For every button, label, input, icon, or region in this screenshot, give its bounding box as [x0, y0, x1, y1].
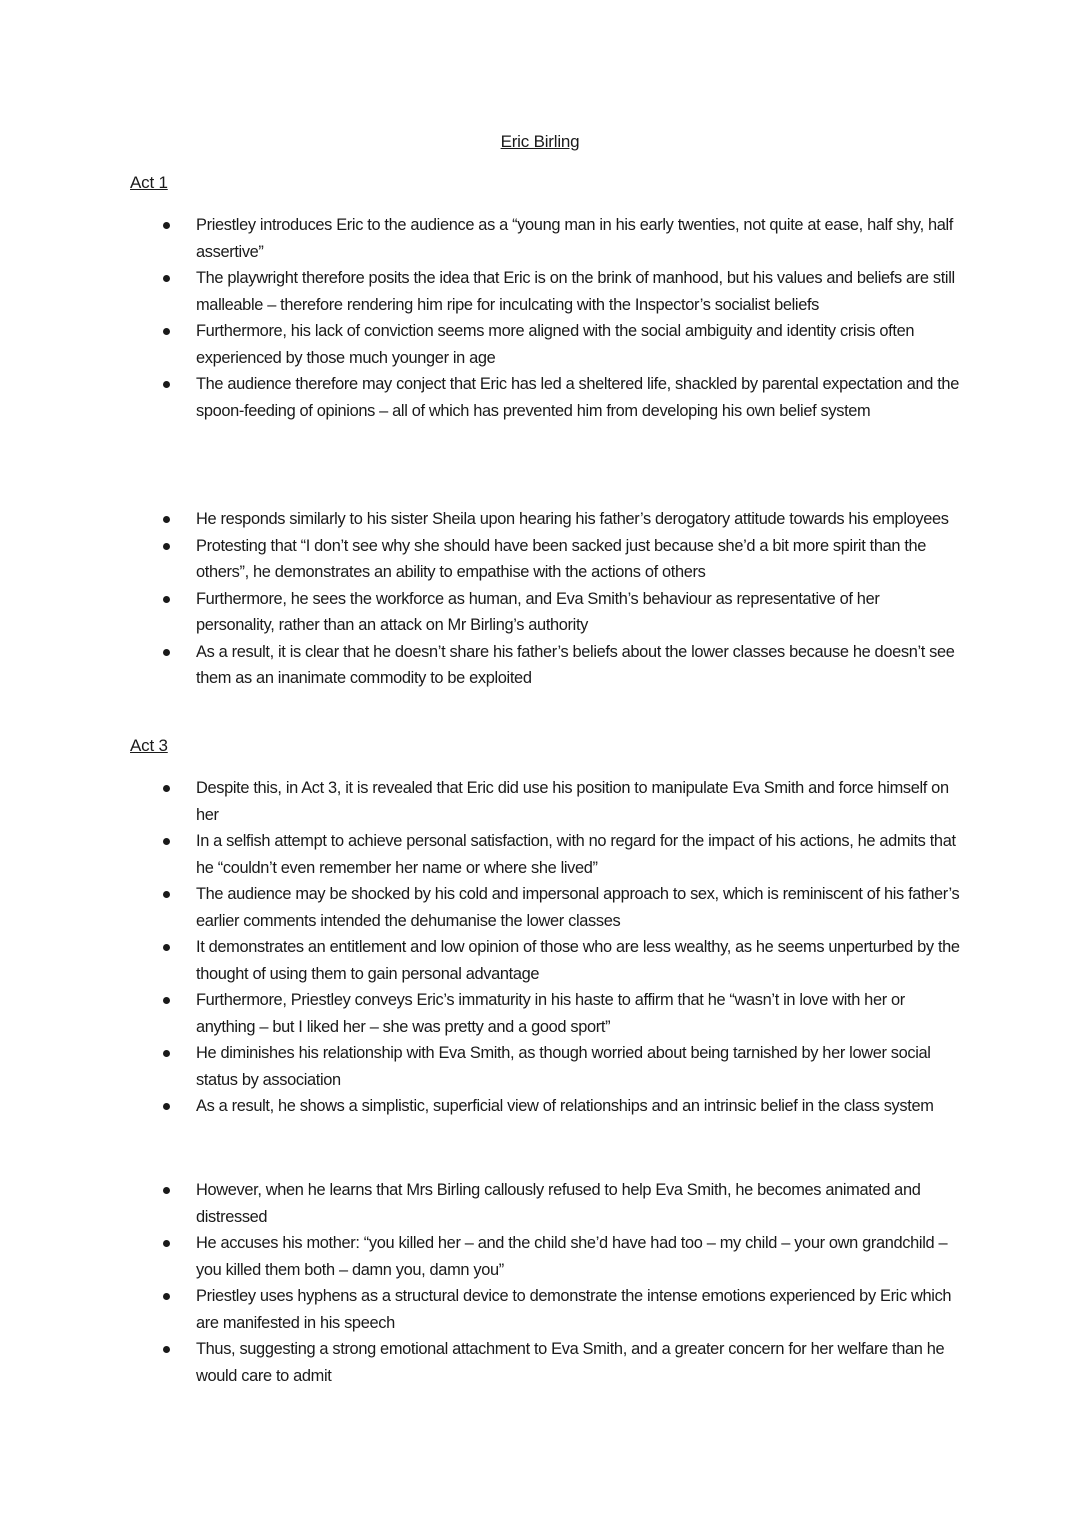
section-heading-act-3: Act 3 — [130, 736, 168, 755]
bullet-item — [130, 1177, 960, 1230]
bullet-item — [130, 934, 960, 987]
bullet-text: The audience may be shocked by his cold and impersonal approach to sex, which is reminiscent of his father’s earlier comments intended the dehumanise the lower classes — [196, 885, 960, 930]
bullet-icon — [163, 1103, 170, 1110]
bullet-icon — [163, 1187, 170, 1194]
document-title: Eric Birling — [500, 132, 580, 151]
bullet-icon — [163, 997, 170, 1004]
bullet-list-act-3-group-2 — [130, 1177, 960, 1389]
bullet-text: Despite this, in Act 3, it is revealed that Eric did use his position to manipulate Eva Smith and force himself on her — [196, 779, 949, 824]
bullet-item — [130, 828, 960, 881]
bullet-icon — [163, 381, 170, 388]
bullet-icon — [163, 222, 170, 229]
bullet-icon — [163, 1293, 170, 1300]
bullet-item — [130, 1336, 960, 1389]
bullet-text: He responds similarly to his sister Sheila upon hearing his father’s derogatory attitude towards his employees — [196, 510, 949, 528]
bullet-icon — [163, 891, 170, 898]
bullet-text: As a result, he shows a simplistic, superficial view of relationships and an intrinsic belief in the class system — [196, 1097, 934, 1115]
bullet-icon — [163, 543, 170, 550]
section-heading-act-1: Act 1 — [130, 173, 168, 192]
bullet-text: As a result, it is clear that he doesn’t share his father’s beliefs about the lower classes because he doesn’t see them as an inanimate commodity to be exploited — [196, 642, 955, 687]
bullet-text: He diminishes his relationship with Eva Smith, as though worried about being tarnished by her lower social status by association — [196, 1044, 931, 1089]
bullet-icon — [163, 838, 170, 845]
bullet-icon — [163, 785, 170, 792]
bullet-text: However, when he learns that Mrs Birling callously refused to help Eva Smith, he becomes animated and distressed — [196, 1181, 921, 1226]
bullet-item — [130, 775, 960, 828]
bullet-text: Furthermore, his lack of conviction seems more aligned with the social ambiguity and identity crisis often experienced by those much younger in age — [196, 322, 915, 367]
bullet-list-act-1-group-2 — [130, 506, 960, 692]
bullet-item — [130, 1040, 960, 1093]
bullet-icon — [163, 944, 170, 951]
bullet-item — [130, 586, 960, 639]
bullet-text: The audience therefore may conject that Eric has led a sheltered life, shackled by parental expectation and the spoon-feeding of opinions – all of which has prevented him from developing his own belief system — [196, 375, 959, 420]
bullet-item — [130, 533, 960, 586]
bullet-item — [130, 506, 960, 533]
bullet-item — [130, 212, 960, 265]
bullet-item — [130, 1093, 960, 1120]
bullet-icon — [163, 516, 170, 523]
bullet-item — [130, 371, 960, 424]
bullet-text: The playwright therefore posits the idea that Eric is on the brink of manhood, but his values and beliefs are still malleable – therefore rendering him ripe for inculcating with the Inspector’s socialist beliefs — [196, 269, 955, 314]
bullet-text: Protesting that “I don’t see why she should have been sacked just because she’d a bit more spirit than the others”, he demonstrates an ability to empathise with the actions of others — [196, 536, 927, 581]
bullet-text: Furthermore, he sees the workforce as human, and Eva Smith’s behaviour as representative of her personality, rather than an attack on Mr Birling’s authority — [196, 589, 880, 634]
bullet-item — [130, 987, 960, 1040]
bullet-icon — [163, 1346, 170, 1353]
bullet-text: He accuses his mother: “you killed her – and the child she’d have had too – my child – your own grandchild – you killed them both – damn you, damn you” — [196, 1234, 948, 1279]
bullet-text: Furthermore, Priestley conveys Eric’s immaturity in his haste to affirm that he “wasn’t in love with her or anything – but I liked her – she was pretty and a good sport” — [196, 991, 905, 1036]
bullet-text: Thus, suggesting a strong emotional attachment to Eva Smith, and a greater concern for her welfare than he would care to admit — [196, 1340, 945, 1385]
bullet-item — [130, 639, 960, 692]
bullet-icon — [163, 596, 170, 603]
bullet-icon — [163, 1050, 170, 1057]
bullet-item — [130, 1230, 960, 1283]
bullet-text: Priestley uses hyphens as a structural device to demonstrate the intense emotions experienced by Eric which are manifested in his speech — [196, 1287, 952, 1332]
bullet-icon — [163, 1240, 170, 1247]
bullet-item — [130, 318, 960, 371]
bullet-item — [130, 881, 960, 934]
bullet-item — [130, 1283, 960, 1336]
bullet-text: It demonstrates an entitlement and low opinion of those who are less wealthy, as he seems unperturbed by the thought of using them to gain personal advantage — [196, 938, 960, 983]
bullet-icon — [163, 275, 170, 282]
bullet-icon — [163, 649, 170, 656]
bullet-list-act-1-group-1 — [130, 212, 960, 424]
bullet-icon — [163, 328, 170, 335]
bullet-text: Priestley introduces Eric to the audience as a “young man in his early twenties, not quite at ease, half shy, half assertive” — [196, 216, 953, 261]
bullet-item — [130, 265, 960, 318]
bullet-list-act-3-group-1 — [130, 775, 960, 1120]
bullet-text: In a selfish attempt to achieve personal satisfaction, with no regard for the impact of his actions, he admits that he “couldn’t even remember her name or where she lived” — [196, 832, 956, 877]
